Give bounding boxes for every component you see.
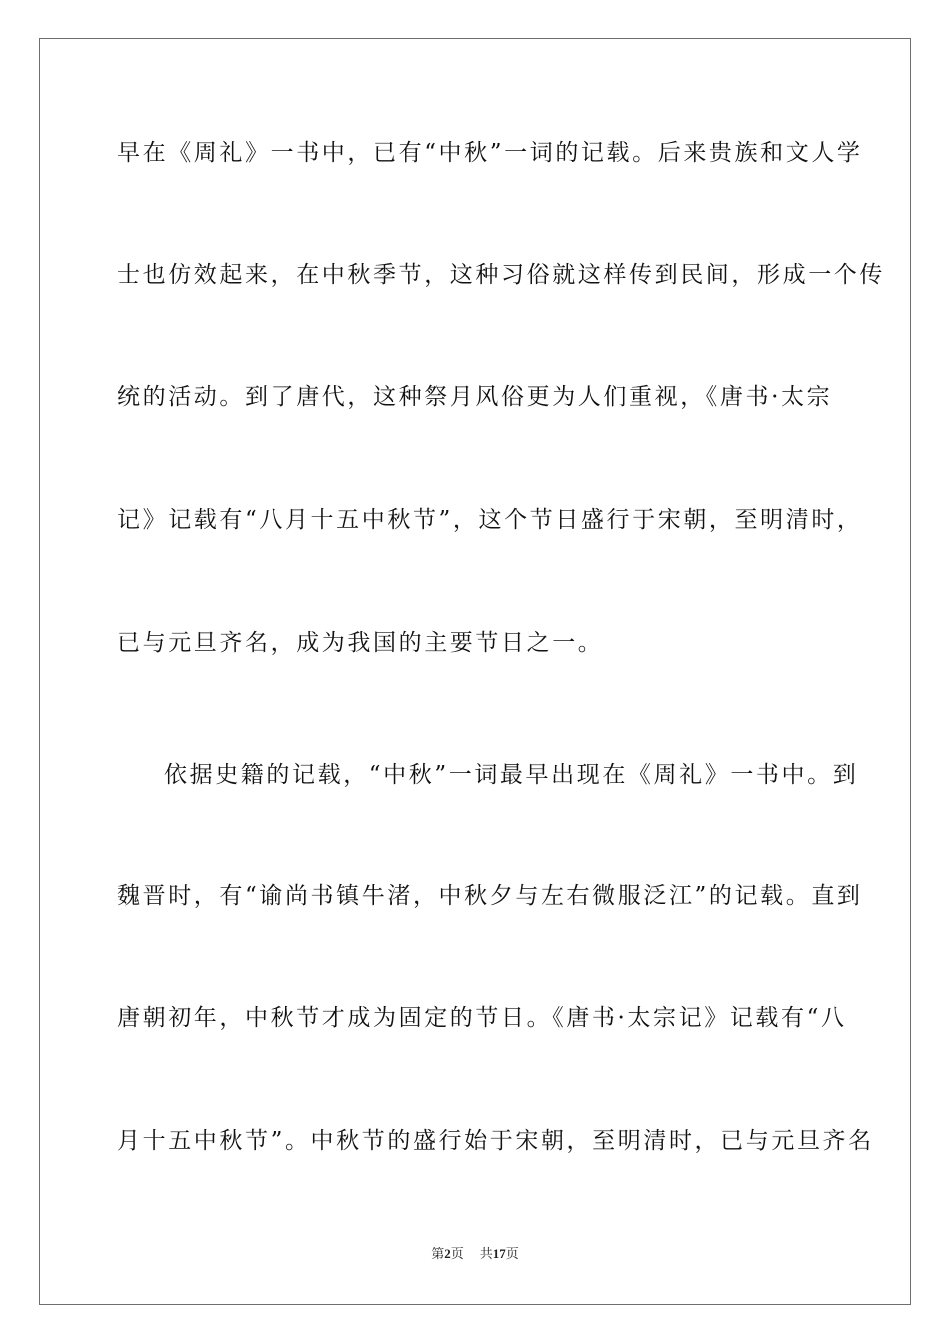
text-line: 唐朝初年，中秋节才成为固定的节日。《唐书·太宗记》记载有“八 [117, 1005, 847, 1031]
text-line: 统的活动。到了唐代，这种祭月风俗更为人们重视，《唐书·太宗 [117, 384, 833, 410]
page-border [39, 38, 911, 1305]
text-line: 月十五中秋节”。中秋节的盛行始于宋朝，至明清时，已与元旦齐名 [117, 1128, 874, 1154]
text-line: 士也仿效起来，在中秋季节，这种习俗就这样传到民间，形成一个传 [117, 262, 885, 288]
text-line: 魏晋时，有“谕尚书镇牛渚，中秋夕与左右微服泛江”的记载。直到 [117, 883, 863, 909]
total-pages: 17 [492, 1246, 506, 1261]
text-line: 早在《周礼》一书中，已有“中秋”一词的记载。后来贵族和文人学 [117, 140, 863, 166]
text-line: 已与元旦齐名，成为我国的主要节日之一。 [117, 630, 604, 656]
total-suffix: 页 [505, 1246, 519, 1261]
text-line: 记》记载有“八月十五中秋节”，这个节日盛行于宋朝，至明清时， [117, 507, 863, 533]
page-suffix: 页 [450, 1246, 464, 1261]
page-prefix: 第 [431, 1246, 445, 1261]
page-number: 2 [444, 1246, 451, 1261]
total-prefix: 共 [479, 1246, 493, 1261]
page-footer [0, 1245, 950, 1263]
paragraph-first-line: 依据史籍的记载，“中秋”一词最早出现在《周礼》一书中。到 [164, 762, 859, 788]
